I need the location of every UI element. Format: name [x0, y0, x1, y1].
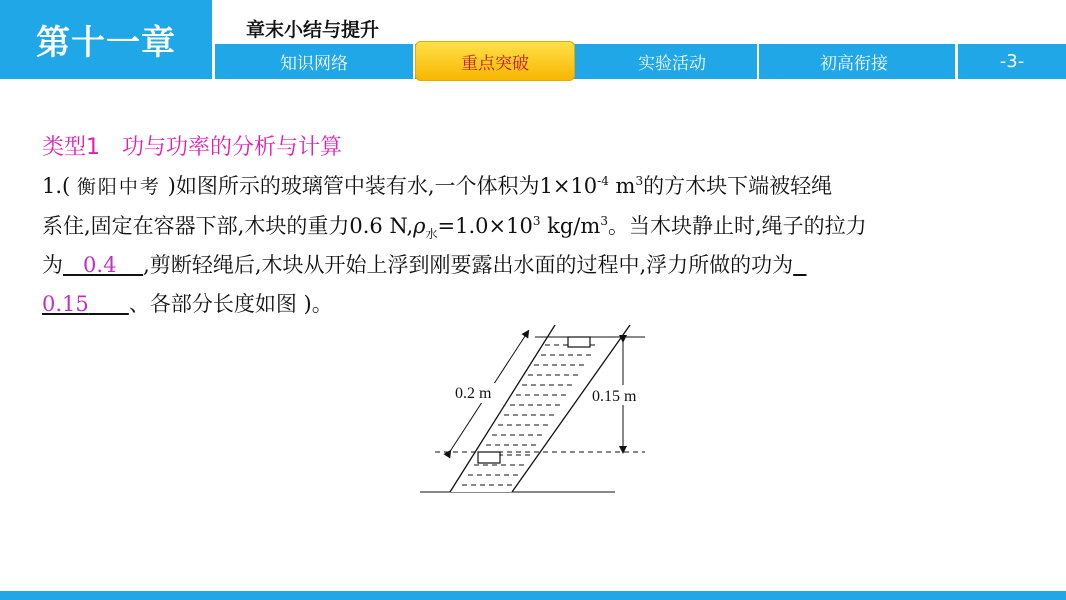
tab-experiment-activity[interactable]: 实验活动 [587, 44, 759, 79]
tab-bridging[interactable]: 初高衔接 [820, 54, 888, 74]
question-source: 衡阳中考 [76, 176, 161, 198]
block-top-position [568, 337, 590, 347]
type-heading: 类型1 功与功率的分析与计算 [42, 135, 342, 160]
question-text: 为 [42, 253, 63, 277]
exponent: 3 [600, 214, 608, 228]
chapter-title: 第十一章 [0, 0, 212, 79]
block-bottom-position [478, 452, 500, 463]
question-prefix: 1.( [42, 174, 71, 198]
answer-blank-1 [63, 253, 143, 277]
nav-bar [215, 44, 1066, 79]
exponent: 3 [635, 174, 644, 188]
tube-figure [415, 325, 655, 500]
answer-blank-2 [42, 292, 129, 316]
rho-subscript: 水 [425, 227, 438, 242]
unit-text: m [608, 174, 636, 198]
question-line-4 [42, 285, 1032, 324]
answer-2: 0.15 [42, 292, 89, 316]
question-text: 、各部分长度如图 )。 [128, 292, 333, 316]
question-text: 系住,固定在容器下部,木块的重力0.6 N, [42, 214, 414, 238]
question-content [42, 128, 1032, 324]
exponent: 3 [532, 214, 541, 228]
section-title: 章末小结与提升 [246, 19, 380, 41]
slant-label: 0.2 m [455, 385, 492, 402]
question-text: =1.0×10 [437, 214, 533, 238]
tube-diagram [415, 325, 655, 500]
bottom-bar [0, 591, 1066, 600]
question-text: 。当木块静止时,绳子的拉力 [607, 214, 867, 238]
water-area [450, 337, 605, 492]
exponent: -4 [597, 174, 609, 188]
question-text: )如图所示的玻璃管中装有水,一个体积为1×10 [167, 174, 598, 198]
unit-text: kg/m [540, 214, 601, 238]
page-number: -3- [955, 44, 1066, 79]
question-line-1 [42, 167, 1032, 207]
question-line-2 [42, 207, 1032, 246]
depth-label: 0.15 m [592, 388, 637, 405]
rho-symbol: ρ [413, 214, 426, 238]
question-text: ,剪断轻绳后,木块从开始上浮到刚要露出水面的过程中,浮力所做的功为 [143, 253, 794, 277]
tab-key-breakthrough[interactable]: 重点突破 [415, 41, 575, 81]
tab-knowledge-network[interactable]: 知识网络 [215, 44, 415, 79]
question-line-3 [42, 246, 1032, 285]
answer-blank-2-start [793, 253, 806, 277]
answer-1: 0.4 [83, 253, 117, 277]
question-text: 的方木块下端被轻绳 [643, 174, 833, 198]
